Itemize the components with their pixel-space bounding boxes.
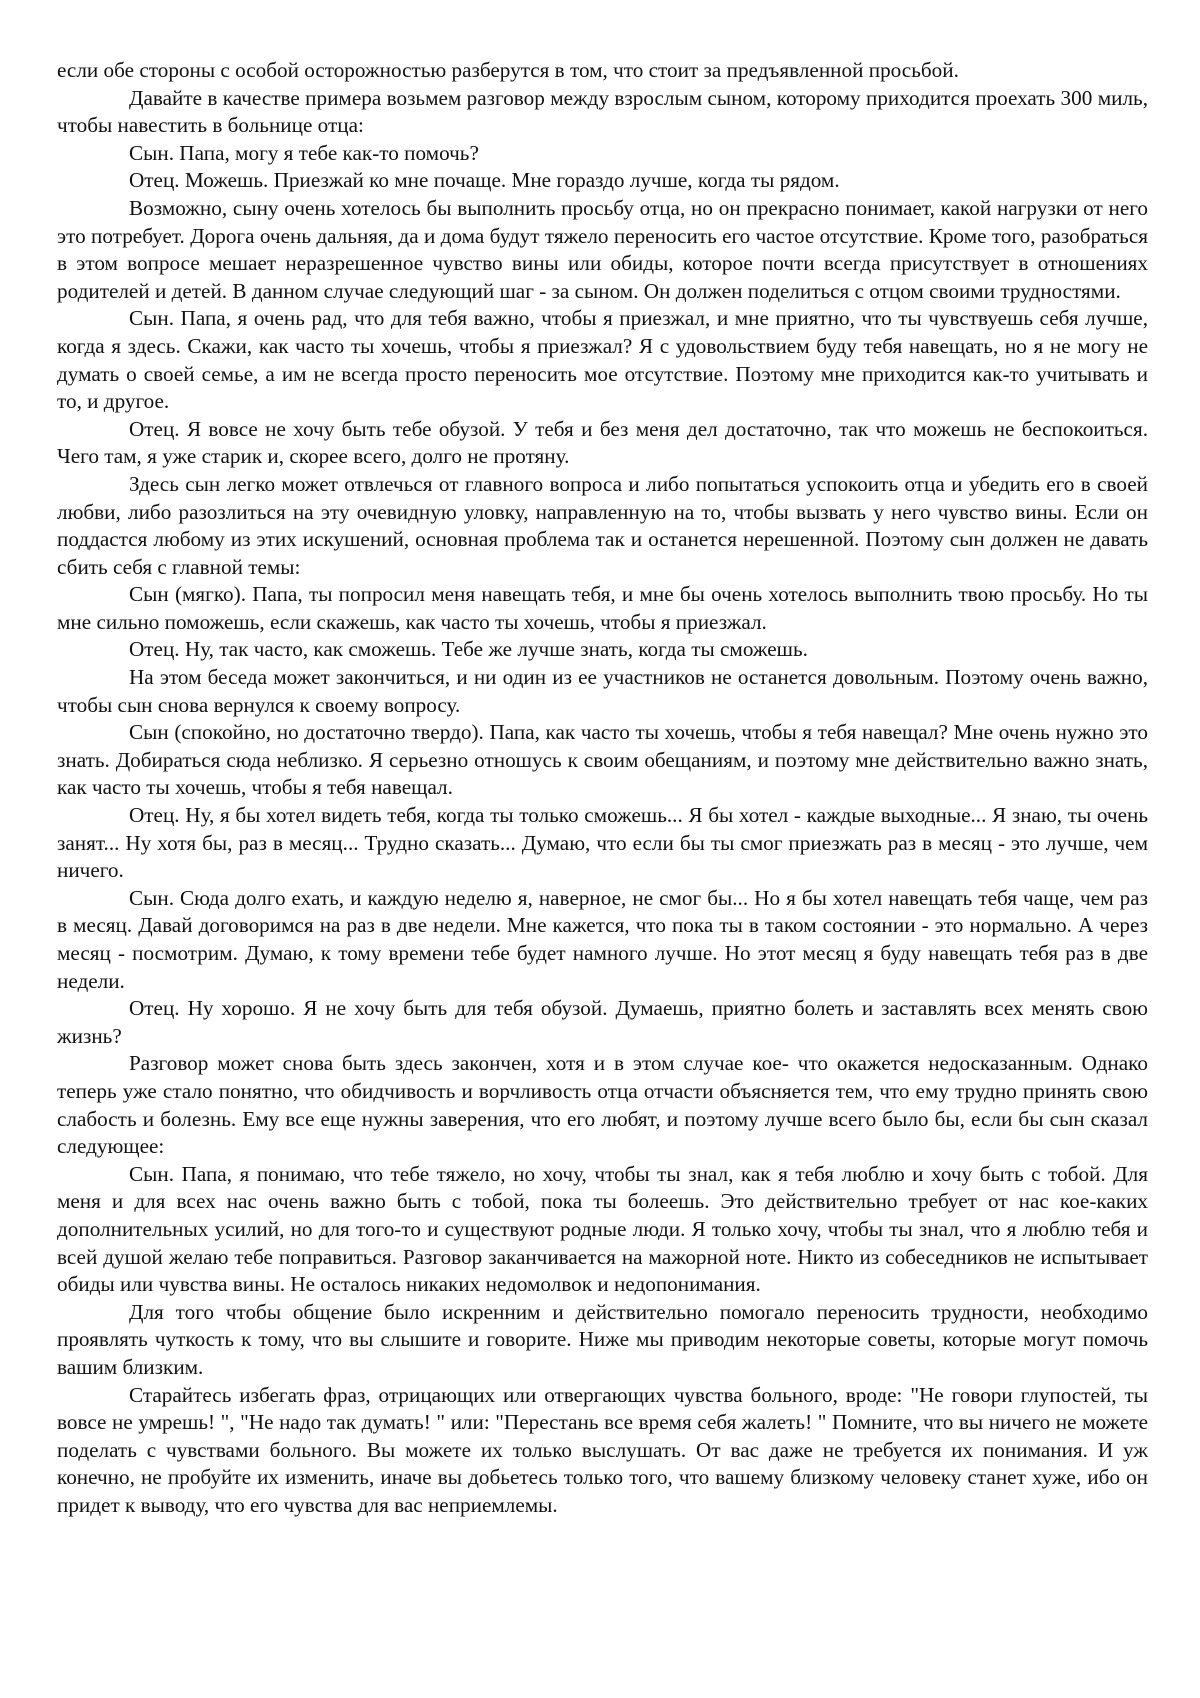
paragraph-4: Отец. Можешь. Приезжай ко мне почаще. Мне гораздо лучше, когда ты рядом. bbox=[129, 168, 840, 193]
paragraph-14: Сын. Сюда долго ехать, и каждую неделю я, наверное, не смог бы... Но я бы хотел навещать тебя чаще, чем раз в месяц. Давай договоримся на раз в две недели. Мне кажется, что пока ты в таком состоянии - это нормально. А через месяц - посмотрим. Думаю, к тому времени тебе будет намного лучше. Но этот месяц я буду навещать тебя раз в две недели. bbox=[57, 885, 1148, 993]
paragraph-8: Здесь сын легко может отвлечься от главного вопроса и либо попытаться успокоить отца и убедить его в своей любви, либо разозлиться на эту очевидную уловку, направленную на то, чтобы вызвать у него чувство вины. Если он поддастся любому из этих искушений, основная проблема так и останется нерешенной. Поэтому сын должен не давать сбить себя с главной темы: bbox=[57, 471, 1148, 579]
paragraph-3: Сын. Папа, могу я тебе как-то помочь? bbox=[129, 140, 479, 165]
paragraph-9: Сын (мягко). Папа, ты попросил меня навещать тебя, и мне бы очень хотелось выполнить твою просьбу. Но ты мне сильно поможешь, если скажешь, как часто ты хочешь, чтобы я приезжал. bbox=[57, 582, 1148, 634]
paragraph-7: Отец. Я вовсе не хочу быть тебе обузой. У тебя и без меня дел достаточно, так что можешь не беспокоиться. Чего там, я уже старик и, скорее всего, долго не протяну. bbox=[57, 416, 1148, 469]
paragraph-10: Отец. Ну, так часто, как сможешь. Тебе же лучше знать, когда ты сможешь. bbox=[129, 637, 808, 662]
paragraph-16: Разговор может снова быть здесь закончен, хотя и в этом случае кое- что окажется недосказанным. Однако теперь уже стало понятно, что обидчивость и ворчливость отца отчасти объясняется тем, что ему трудно принять свою слабость и болезнь. Ему все еще нужны заверения, что его любят, и поэтому лучше всего было бы, если бы сын сказал следующее: bbox=[57, 1051, 1148, 1159]
paragraph-18: Для того чтобы общение было искренним и действительно помогало переносить трудности, необходимо проявлять чуткость к тому, что вы слышите и говорите. Ниже мы приводим некоторые советы, которые могут помочь вашим близким. bbox=[57, 1299, 1148, 1379]
paragraph-17: Сын. Папа, я понимаю, что тебе тяжело, но хочу, чтобы ты знал, как я тебя люблю и хочу быть с тобой. Для меня и для всех нас очень важно быть с тобой, пока ты болеешь. Это действительно требует от нас кое-каких дополнительных усилий, но для того-то и существуют родные люди. Я только хочу, чтобы ты знал, что я люблю тебя и всей душой желаю тебе поправиться. Разговор заканчивается на мажорной ноте. Никто из собеседников не испытывает обиды или чувства вины. Не осталось никаких недомолвок и недопонимания. bbox=[57, 1161, 1148, 1297]
body-text bbox=[57, 57, 1148, 1519]
paragraph-12: Сын (спокойно, но достаточно твердо). Папа, как часто ты хочешь, чтобы я тебя навещал? Мне очень нужно это знать. Добираться сюда неблизко. Я серьезно отношусь к своим обещаниям, и поэтому мне действительно важно знать, как часто ты хочешь, чтобы я тебя навещал. bbox=[57, 720, 1148, 800]
paragraph-2: Давайте в качестве примера возьмем разговор между взрослым сыном, которому приходится проехать 300 миль, чтобы навестить в больнице отца: bbox=[57, 85, 1148, 138]
paragraph-6: Сын. Папа, я очень рад, что для тебя важно, чтобы я приезжал, и мне приятно, что ты чувствуешь себя лучше, когда я здесь. Скажи, как часто ты хочешь, чтобы я приезжал? Я с удовольствием буду тебя навещать, но я не могу не думать о своей семье, а им не всегда просто переносить мое отсутствие. Поэтому мне приходится как-то учитывать и то, и другое. bbox=[57, 306, 1148, 414]
paragraph-1: если обе стороны с особой осторожностью разберутся в том, что стоит за предъявленной просьбой. bbox=[57, 58, 959, 82]
paragraph-11: На этом беседа может закончиться, и ни один из ее участников не останется довольным. Поэтому очень важно, чтобы сын снова вернулся к своему вопросу. bbox=[57, 665, 1148, 717]
paragraph-13: Отец. Ну, я бы хотел видеть тебя, когда ты только сможешь... Я бы хотел - каждые выходные... Я знаю, ты очень занят... Ну хотя бы, раз в месяц... Трудно сказать... Думаю, что если бы ты смог приезжать раз в месяц - это лучше, чем ничего. bbox=[57, 803, 1148, 883]
paragraph-15: Отец. Ну хорошо. Я не хочу быть для тебя обузой. Думаешь, приятно болеть и заставлять всех менять свою жизнь? bbox=[57, 996, 1148, 1048]
paragraph-19: Старайтесь избегать фраз, отрицающих или отвергающих чувства больного, вроде: "Не говори глупостей, ты вовсе не умрешь! ", "Не надо так думать! " или: "Перестань все время себя жалеть! " Помните, что вы ничего не можете поделать с чувствами больного. Вы можете их только выслушать. От вас даже не требуется их понимания. И уж конечно, не пробуйте их изменить, иначе вы добьетесь только того, что вашему близкому человеку станет хуже, ибо он придет к выводу, что его чувства для вас неприемлемы. bbox=[57, 1382, 1148, 1517]
paragraph-5: Возможно, сыну очень хотелось бы выполнить просьбу отца, но он прекрасно понимает, какой нагрузки от него это потребует. Дорога очень дальняя, да и дома будут тяжело переносить его частое отсутствие. Кроме того, разобраться в этом вопросе мешает неразрешенное чувство вины или обиды, которое почти всегда присутствует в отношениях родителей и детей. В данном случае следующий шаг - за сыном. Он должен поделиться с отцом своими трудностями. bbox=[57, 195, 1148, 303]
